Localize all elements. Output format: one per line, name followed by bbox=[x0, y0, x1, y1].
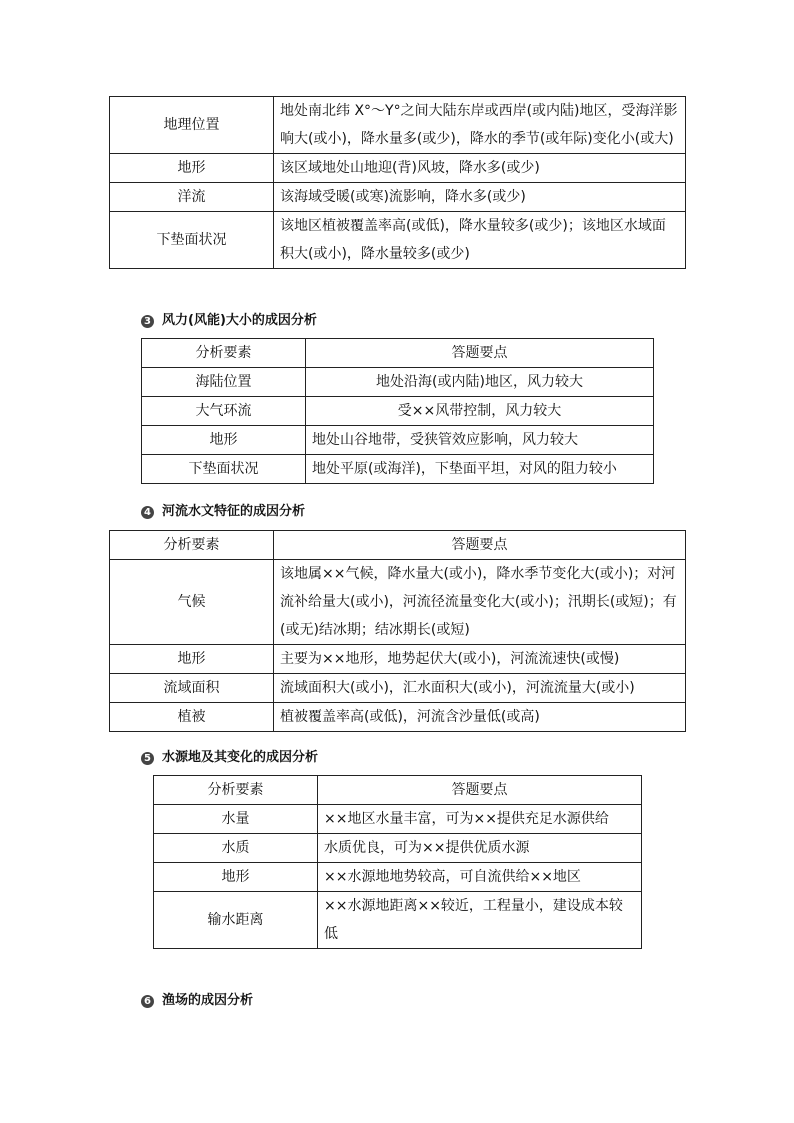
answer-cell: 该区域地处山地迎(背)风坡，降水多(或少) bbox=[274, 154, 686, 183]
answer-cell: ××水源地地势较高，可自流供给××地区 bbox=[318, 863, 642, 892]
answer-cell: 植被覆盖率高(或低)，河流含沙量低(或高) bbox=[274, 703, 686, 732]
factor-cell: 地形 bbox=[110, 154, 274, 183]
answer-cell: 该海域受暖(或寒)流影响，降水多(或少) bbox=[274, 183, 686, 212]
river-hydrology-table bbox=[109, 530, 686, 732]
factor-cell: 洋流 bbox=[110, 183, 274, 212]
factor-cell: 下垫面状况 bbox=[110, 212, 274, 269]
table-header-row bbox=[154, 776, 642, 805]
section-title-text: 风力(风能)大小的成因分析 bbox=[162, 313, 317, 328]
table-row bbox=[110, 97, 686, 154]
table-row bbox=[142, 368, 654, 397]
column-header: 分析要素 bbox=[110, 531, 274, 560]
number-badge-icon: 5 bbox=[141, 752, 154, 765]
factor-cell: 大气环流 bbox=[142, 397, 306, 426]
table-row bbox=[154, 892, 642, 949]
table-row bbox=[110, 212, 686, 269]
column-header: 答题要点 bbox=[318, 776, 642, 805]
answer-cell: ××水源地距离××较近，工程量小，建设成本较低 bbox=[318, 892, 642, 949]
table-row bbox=[110, 703, 686, 732]
number-badge-icon: 4 bbox=[141, 506, 154, 519]
answer-cell: 该地区植被覆盖率高(或低)，降水量较多(或少)；该地区水域面积大(或小)，降水量较多(或少) bbox=[274, 212, 686, 269]
factor-cell: 地形 bbox=[154, 863, 318, 892]
table-row bbox=[142, 426, 654, 455]
answer-cell: 地处山谷地带，受狭管效应影响，风力较大 bbox=[306, 426, 654, 455]
table-row bbox=[110, 674, 686, 703]
factor-cell: 水质 bbox=[154, 834, 318, 863]
answer-cell: 地处南北纬 X°～Y°之间大陆东岸或西岸(或内陆)地区，受海洋影响大(或小)，降水量多(或少)，降水的季节(或年际)变化小(或大) bbox=[274, 97, 686, 154]
column-header: 分析要素 bbox=[142, 339, 306, 368]
table-row bbox=[110, 183, 686, 212]
number-badge-icon: 3 bbox=[141, 315, 154, 328]
water-source-table bbox=[153, 775, 642, 949]
table-header-row bbox=[110, 531, 686, 560]
factor-cell: 输水距离 bbox=[154, 892, 318, 949]
answer-cell: 该地属××气候，降水量大(或小)，降水季节变化大(或小)；对河流补给量大(或小)，河流径流量变化大(或小)；汛期长(或短)；有(或无)结冰期；结冰期长(或短) bbox=[274, 560, 686, 645]
column-header: 答题要点 bbox=[274, 531, 686, 560]
section-title-text: 水源地及其变化的成因分析 bbox=[162, 750, 319, 765]
table-header-row bbox=[142, 339, 654, 368]
column-header: 分析要素 bbox=[154, 776, 318, 805]
factor-cell: 下垫面状况 bbox=[142, 455, 306, 484]
table-row bbox=[154, 863, 642, 892]
answer-cell: 受××风带控制，风力较大 bbox=[306, 397, 654, 426]
factor-cell: 气候 bbox=[110, 560, 274, 645]
section-6-title bbox=[141, 992, 253, 1010]
section-title-text: 河流水文特征的成因分析 bbox=[162, 504, 306, 519]
factor-cell: 流域面积 bbox=[110, 674, 274, 703]
table-row bbox=[110, 154, 686, 183]
factor-cell: 地理位置 bbox=[110, 97, 274, 154]
table-row bbox=[142, 455, 654, 484]
factor-cell: 水量 bbox=[154, 805, 318, 834]
factor-cell: 地形 bbox=[110, 645, 274, 674]
factor-cell: 海陆位置 bbox=[142, 368, 306, 397]
rainfall-factor-table bbox=[109, 96, 686, 269]
table-row bbox=[110, 560, 686, 645]
factor-cell: 植被 bbox=[110, 703, 274, 732]
answer-cell: 流域面积大(或小)，汇水面积大(或小)，河流流量大(或小) bbox=[274, 674, 686, 703]
answer-cell: 地处沿海(或内陆)地区，风力较大 bbox=[306, 368, 654, 397]
answer-cell: 水质优良，可为××提供优质水源 bbox=[318, 834, 642, 863]
answer-cell: 主要为××地形，地势起伏大(或小)，河流流速快(或慢) bbox=[274, 645, 686, 674]
section-3-title bbox=[141, 312, 317, 330]
section-4-title bbox=[141, 503, 305, 521]
table-row bbox=[154, 805, 642, 834]
column-header: 答题要点 bbox=[306, 339, 654, 368]
section-5-title bbox=[141, 749, 318, 767]
factor-cell: 地形 bbox=[142, 426, 306, 455]
section-title-text: 渔场的成因分析 bbox=[162, 993, 254, 1008]
table-row bbox=[110, 645, 686, 674]
wind-factor-table bbox=[141, 338, 654, 484]
table-row bbox=[142, 397, 654, 426]
number-badge-icon: 6 bbox=[141, 995, 154, 1008]
table-row bbox=[154, 834, 642, 863]
answer-cell: ××地区水量丰富，可为××提供充足水源供给 bbox=[318, 805, 642, 834]
answer-cell: 地处平原(或海洋)，下垫面平坦，对风的阻力较小 bbox=[306, 455, 654, 484]
